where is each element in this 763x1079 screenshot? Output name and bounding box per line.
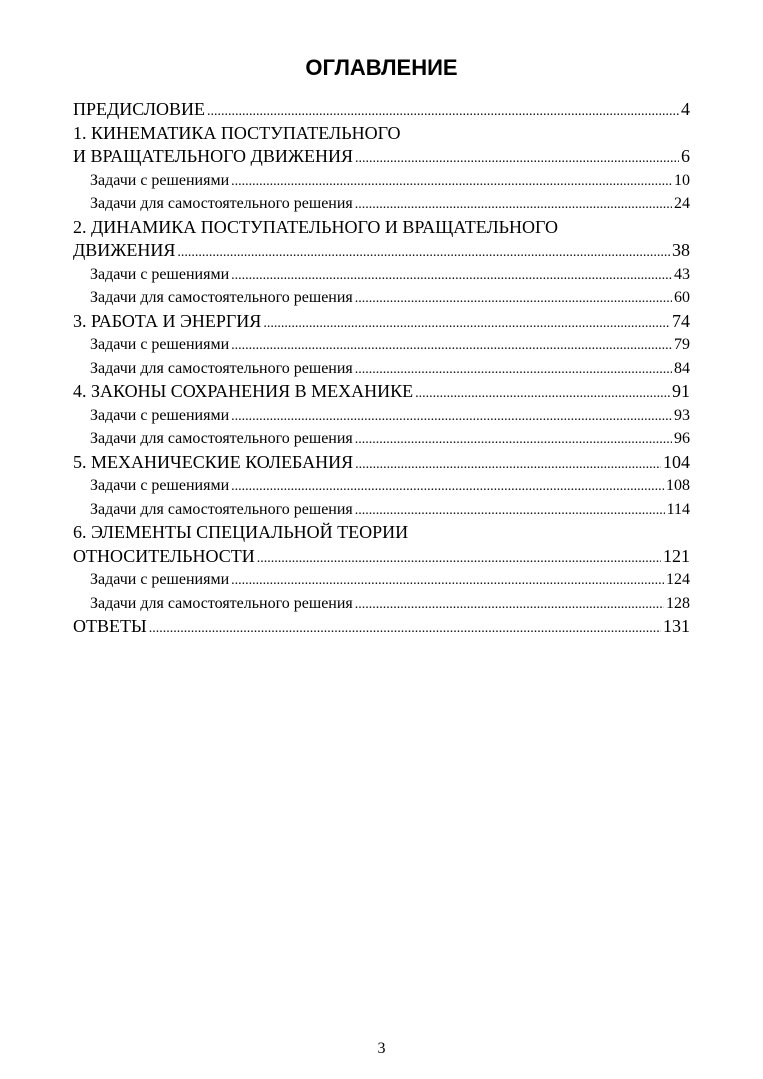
toc-entry-page: 43 <box>674 265 690 283</box>
page-number: 3 <box>377 1040 386 1057</box>
toc-entry-label: 1. КИНЕМАТИКА ПОСТУПАТЕЛЬНОГО <box>73 122 401 143</box>
toc-entry-label: Задачи для самостоятельного решения <box>90 289 353 306</box>
toc-entry-page: 60 <box>674 289 690 306</box>
toc-entry-label: ПРЕДИСЛОВИЕ <box>73 99 206 119</box>
toc-entry-page: 38 <box>672 240 690 260</box>
dot-leader <box>231 405 672 429</box>
toc-entry[interactable] <box>73 216 690 240</box>
dot-leader <box>231 334 672 358</box>
toc-entry-label: ДВИЖЕНИЯ <box>73 240 176 260</box>
toc-entry-page: 91 <box>672 381 690 401</box>
toc-entry-label: Задачи для самостоятельного решения <box>90 430 353 447</box>
toc-subentry[interactable] <box>73 169 690 193</box>
dot-leader <box>263 312 670 336</box>
toc-entry-label: 3. РАБОТА И ЭНЕРГИЯ <box>73 310 262 331</box>
toc-entry-page: 96 <box>674 430 690 447</box>
toc-subentry[interactable] <box>73 568 690 592</box>
dot-leader <box>355 358 672 382</box>
page-title: ОГЛАВЛЕНИЕ <box>305 55 458 80</box>
toc-subentry[interactable] <box>73 592 690 616</box>
toc-entry-page: 128 <box>666 594 690 612</box>
toc-subentry[interactable] <box>73 474 690 498</box>
toc-entry[interactable] <box>73 145 690 169</box>
toc-subentry[interactable] <box>73 404 690 428</box>
toc-entry-label: Задачи для самостоятельного решения <box>90 594 353 612</box>
toc-entry-label: Задачи с решениями <box>90 477 230 494</box>
toc-entry-page: 93 <box>674 406 690 424</box>
dot-leader <box>177 241 670 265</box>
toc-entry-label: 2. ДИНАМИКА ПОСТУПАТЕЛЬНОГО И ВРАЩАТЕЛЬНОГО <box>73 216 558 237</box>
toc-entry-label: Задачи с решениями <box>90 171 230 189</box>
toc-entry-page: 131 <box>663 616 690 636</box>
toc-entry-label: Задачи с решениями <box>90 406 230 424</box>
toc-entry-page: 108 <box>666 477 690 494</box>
dot-leader <box>231 264 672 288</box>
dot-leader <box>355 428 672 452</box>
toc-entry-label: 6. ЭЛЕМЕНТЫ СПЕЦИАЛЬНОЙ ТЕОРИИ <box>73 522 409 542</box>
toc-subentry[interactable] <box>73 333 690 357</box>
toc-entry-label: Задачи с решениями <box>90 265 230 283</box>
toc-entry-page: 4 <box>681 99 690 119</box>
toc-entry[interactable] <box>73 521 690 545</box>
dot-leader <box>207 100 679 124</box>
toc-entry-page: 84 <box>674 359 690 377</box>
dot-leader <box>149 617 661 641</box>
toc-entry-label: Задачи с решениями <box>90 336 230 353</box>
toc-entry-label: И ВРАЩАТЕЛЬНОГО ДВИЖЕНИЯ <box>73 146 353 166</box>
toc-subentry[interactable] <box>73 192 690 216</box>
dot-leader <box>355 453 661 477</box>
toc-subentry[interactable] <box>73 498 690 522</box>
toc-entry[interactable] <box>73 615 690 639</box>
toc-entry-page: 10 <box>674 171 690 189</box>
toc-entry-page: 121 <box>663 545 690 566</box>
toc-entry[interactable] <box>73 451 690 475</box>
dot-leader <box>257 547 661 571</box>
toc-entry-label: ОТВЕТЫ <box>73 616 147 636</box>
dot-leader <box>231 569 664 593</box>
toc-entry-page: 24 <box>674 195 690 212</box>
dot-leader <box>231 170 672 194</box>
toc-subentry[interactable] <box>73 427 690 451</box>
toc-entry-page: 79 <box>674 336 690 353</box>
dot-leader <box>231 475 664 499</box>
toc-entry[interactable] <box>73 310 690 334</box>
dot-leader <box>355 193 672 217</box>
table-of-contents <box>73 98 690 639</box>
toc-entry-label: 4. ЗАКОНЫ СОХРАНЕНИЯ В МЕХАНИКЕ <box>73 381 414 401</box>
toc-entry[interactable] <box>73 122 690 146</box>
toc-entry-label: ОТНОСИТЕЛЬНОСТИ <box>73 545 255 566</box>
toc-subentry[interactable] <box>73 286 690 310</box>
dot-leader <box>355 593 664 617</box>
toc-entry[interactable] <box>73 239 690 263</box>
toc-subentry[interactable] <box>73 263 690 287</box>
dot-leader <box>355 287 672 311</box>
toc-entry[interactable] <box>73 545 690 569</box>
toc-entry-label: Задачи для самостоятельного решения <box>90 195 353 212</box>
toc-entry-label: Задачи для самостоятельного решения <box>90 359 353 377</box>
toc-entry-label: Задачи с решениями <box>90 571 230 588</box>
toc-entry-label: Задачи для самостоятельного решения <box>90 500 353 518</box>
toc-entry-label: 5. МЕХАНИЧЕСКИЕ КОЛЕБАНИЯ <box>73 451 354 472</box>
dot-leader <box>355 499 665 523</box>
dot-leader <box>415 382 670 406</box>
toc-subentry[interactable] <box>73 357 690 381</box>
toc-entry-page: 104 <box>663 451 690 472</box>
toc-entry-page: 74 <box>672 310 690 331</box>
toc-entry-page: 124 <box>666 571 690 588</box>
toc-entry-page: 6 <box>681 146 690 166</box>
dot-leader <box>355 147 679 171</box>
toc-entry[interactable] <box>73 98 690 122</box>
toc-entry-page: 114 <box>666 500 690 518</box>
toc-entry[interactable] <box>73 380 690 404</box>
